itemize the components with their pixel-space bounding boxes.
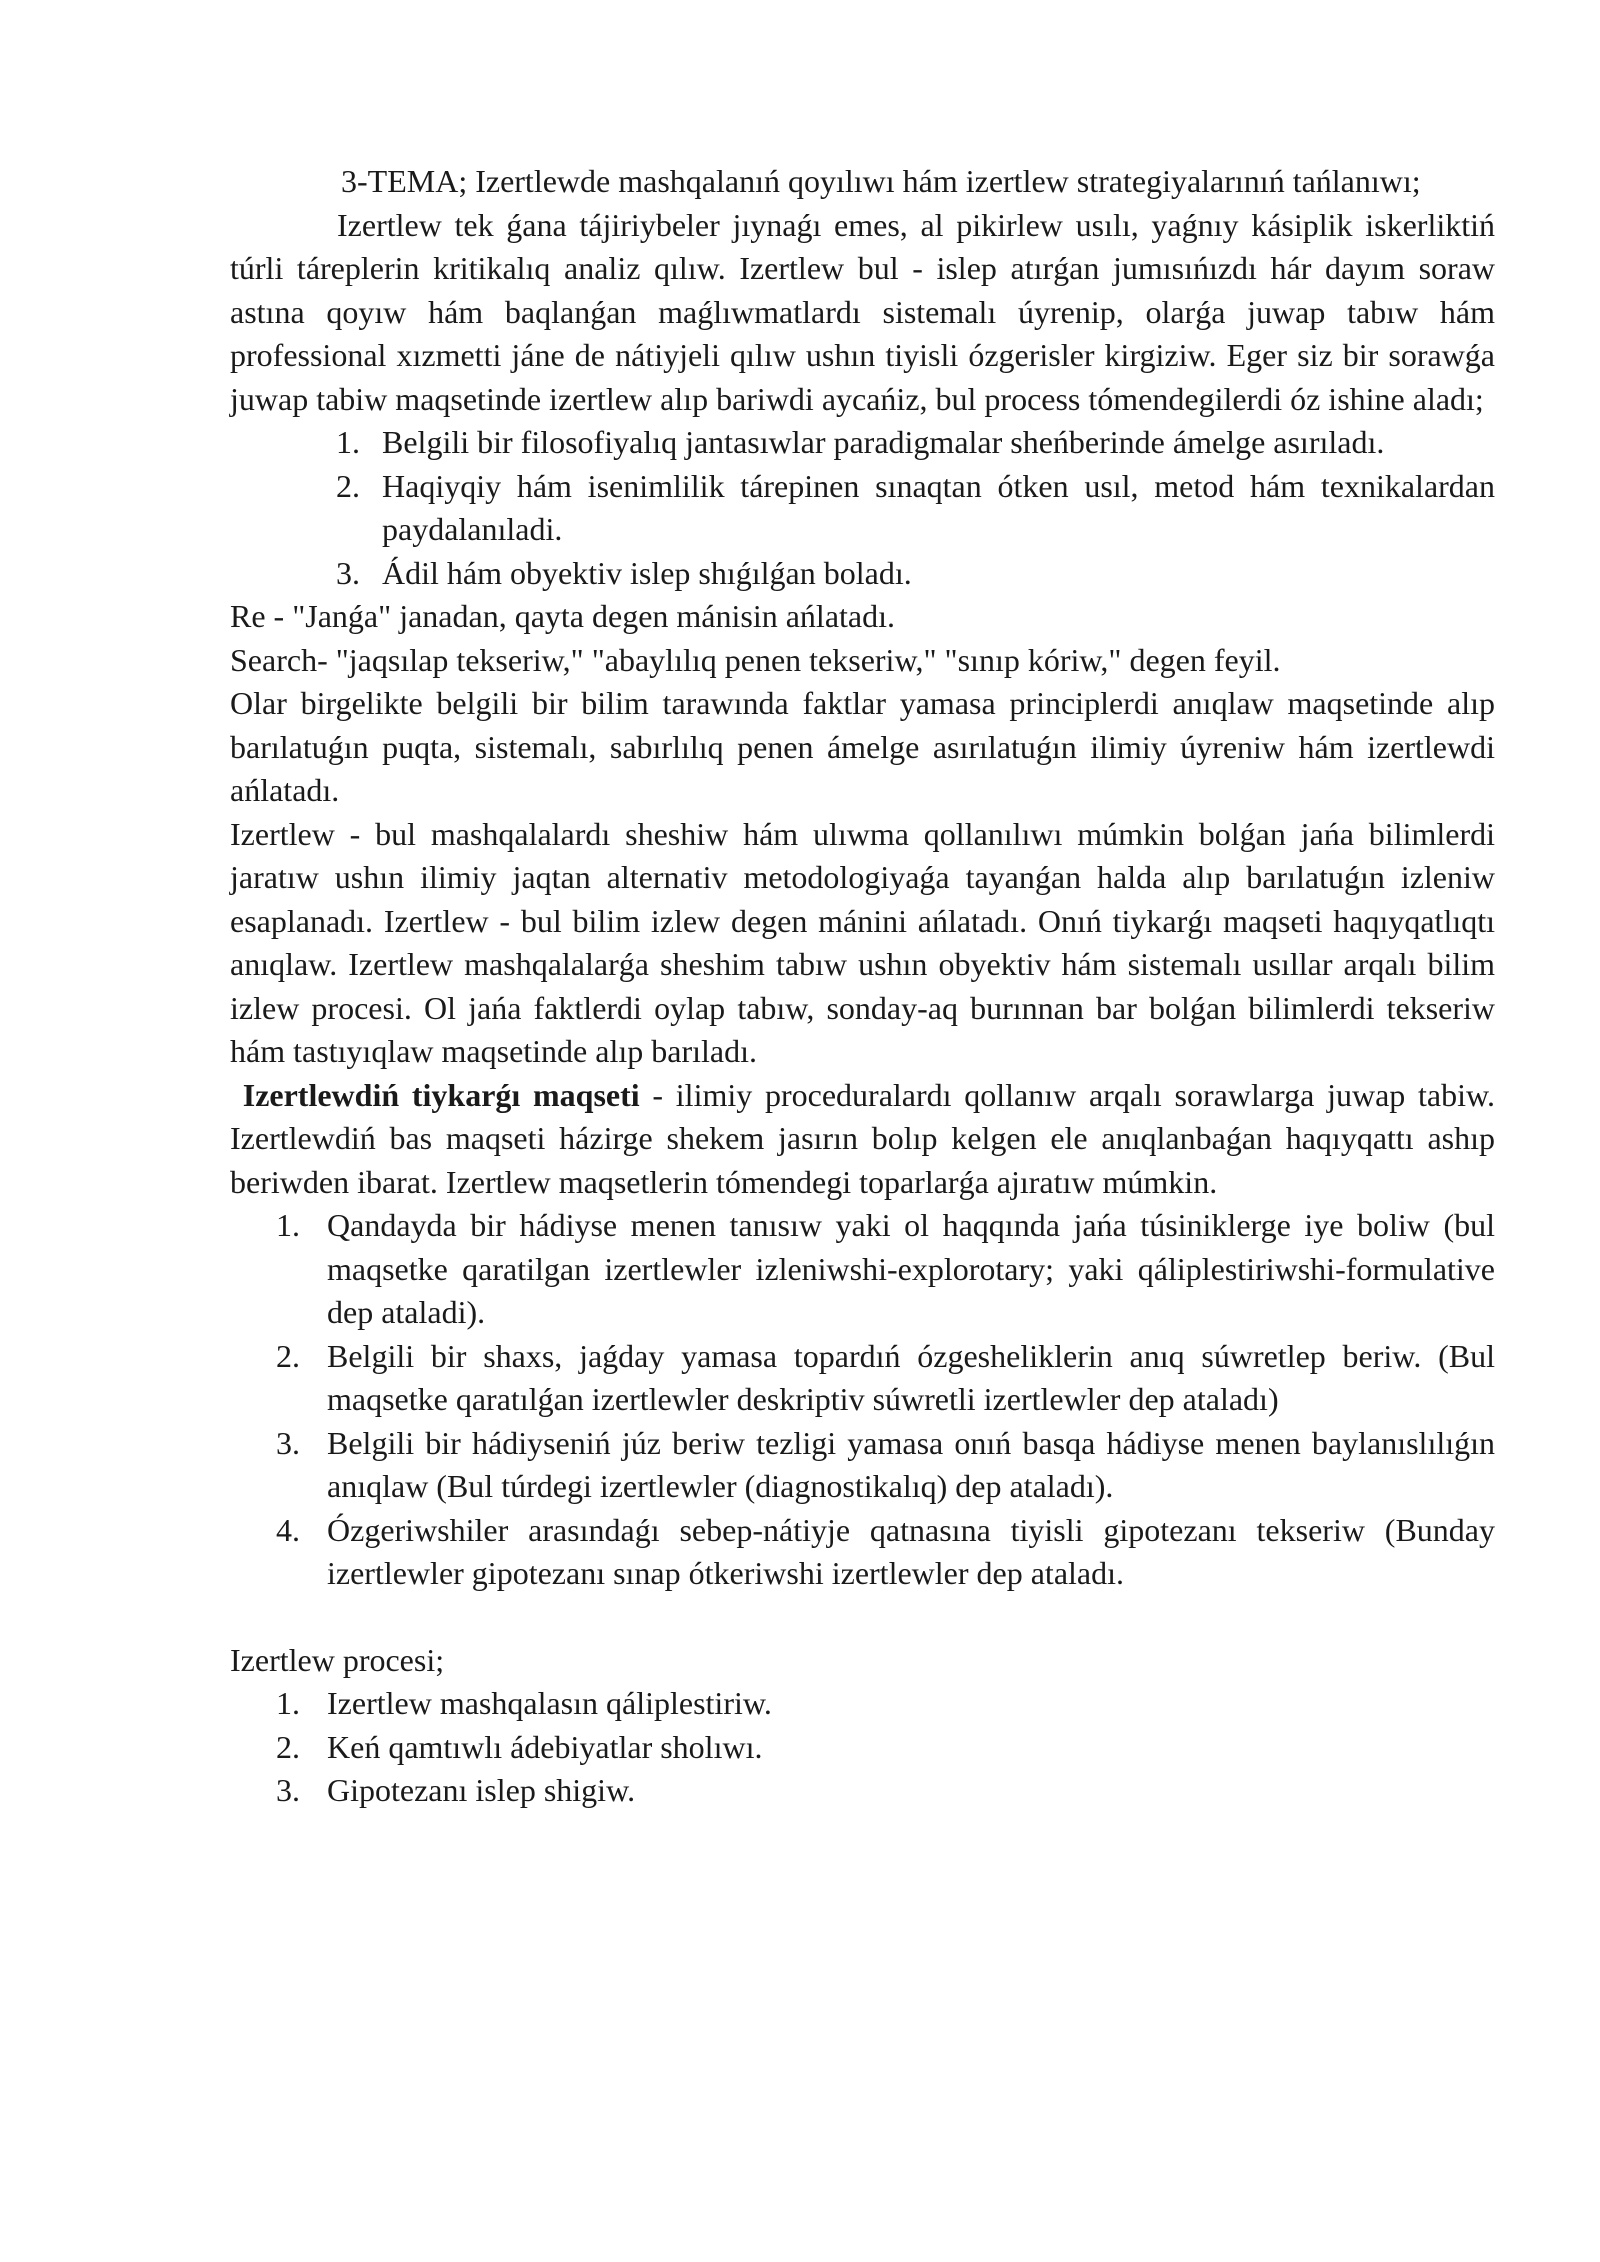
list-item: 2. Haqiyqiy hám isenimlilik tárepinen sınaqtan ótken usıl, metod hám texnikalardan paydalanıladi.	[336, 467, 1495, 547]
research-goals-list	[230, 1204, 1495, 1596]
document-page	[230, 160, 1495, 1813]
list-item: 3. Ádil hám obyektiv islep shıǵılǵan boladı.	[336, 554, 912, 591]
intro-paragraph: Izertlew tek ǵana tájiriybeler jıynaǵı emes, al pikirlew usılı, yaǵnıy kásiplik iskerliktiń túrli táreplerin kritikalıq analiz qılıw. Izertlew bul - islep atırǵan jumısıńızdı hár dayım soraw astına qoyıw hám baqlanǵan maǵlıwmatlardı sistemalı úyrenip, olarǵa juwap tabıw hám professional xızmetti jáne de nátiyjeli qılıw ushın tiyisli ózgerisler kirgiziw. Eger siz bir sorawǵa juwap tabiw maqsetinde izertlew alıp bariwdi aycańiz, bul process tómendegilerdi óz ishine aladı;	[230, 206, 1495, 417]
list-item: 1. Belgili bir filosofiyalıq jantasıwlar paradigmalar sheńberinde ámelge asırıladı.	[336, 424, 1385, 460]
list-item: 1. Qandayda bir hádiyse menen tanısıw yaki ol haqqında jańa túsiniklerge iye boliw (bul maqsetke qaratilgan izertlewler izleniwshi-explorotary; yaki qáliplestiriwshi-formulative dep ataladi).	[276, 1207, 1495, 1330]
research-process-list	[230, 1682, 1495, 1813]
list-item: 2. Keń qamtıwlı ádebiyatlar sholıwı.	[276, 1728, 763, 1765]
research-features-list	[230, 421, 1495, 595]
list-item: 2. Belgili bir shaxs, jaǵday yamasa topardıń ózgesheliklerin anıq súwretlep beriw. (Bul maqsetke qaratılǵan izertlewler deskriptiv súwretli izertlewler dep ataladı)	[276, 1337, 1495, 1417]
izertlew-paragraph: Izertlew - bul mashqalalardı sheshiw hám ulıwma qollanılıwı múmkin bolǵan jańa bilimlerdi jaratıw ushın ilimiy jaqtan alternativ metodologiyaǵa tayanǵan halda alıp barılatuǵın izleniw esaplanadı. Izertlew - bul bilim izlew degen mánini ańlatadı. Onıń tiykarǵı maqseti haqıyqatlıqtı anıqlaw. Izertlew mashqalalarǵa sheshim tabıw ushın obyektiv hám sistemalı usıllar arqalı bilim izlew procesi. Ol jańa faktlerdi oylap tabıw, sonday-aq burınnan bar bolǵan bilimlerdi tekseriw hám tastıyıqlaw maqsetinde alıp barıladı.	[230, 815, 1495, 1069]
list-item: 3. Belgili bir hádiyseniń júz beriw tezligi yamasa onıń basqa hádiyse menen baylanıslılıǵın anıqlaw (Bul túrdegi izertlewler (diagnostikalıq) dep ataladı).	[276, 1424, 1495, 1504]
goal-paragraph: Izertlewdiń tiykarǵı maqseti - ilimiy proceduralardı qollanıw arqalı sorawlarga juwap tabiw. Izertlewdiń bas maqseti házirge shekem jasırın bolıp kelgen ele anıqlanbaǵan haqıyqattı ashıp beriwden ibarat. Izertlew maqsetlerin tómendegi toparlarǵa ajıratıw múmkin.	[230, 1076, 1496, 1200]
search-definition: Search- "jaqsılap tekseriw," "abaylılıq penen tekseriw," "sınıp kóriw," degen feyil.	[230, 641, 1281, 678]
goal-bold-term: Izertlewdiń tiykarǵı maqseti	[242, 1076, 640, 1113]
topic-title: 3-TEMA; Izertlewde mashqalanıń qoyılıwı hám izertlew strategiyalarınıń tańlanıwı;	[341, 163, 1421, 199]
re-definition: Re - "Janǵa" janadan, qayta degen mánisin ańlatadı.	[230, 598, 895, 634]
process-heading: Izertlew procesi;	[230, 1641, 445, 1678]
list-item: 3. Gipotezanı islep shigiw.	[276, 1772, 636, 1808]
olar-paragraph: Olar birgelikte belgili bir bilim tarawında faktlar yamasa principlerdi anıqlaw maqsetinde alıp barılatuǵın puqta, sistemalı, sabırlılıq penen ámelge asırılatuǵın ilimiy úyreniw hám izertlewdi ańlatadı.	[230, 685, 1495, 808]
blank-line	[230, 1596, 1495, 1639]
list-item: 1. Izertlew mashqalasın qáliplestiriw.	[276, 1685, 772, 1721]
list-item: 4. Ózgeriwshiler arasındaǵı sebep-nátiyje qatnasına tiyisli gipotezanı tekseriw (Bunday izertlewler gipotezanı sınap ótkeriwshi izertlewler dep ataladı.	[276, 1511, 1495, 1591]
